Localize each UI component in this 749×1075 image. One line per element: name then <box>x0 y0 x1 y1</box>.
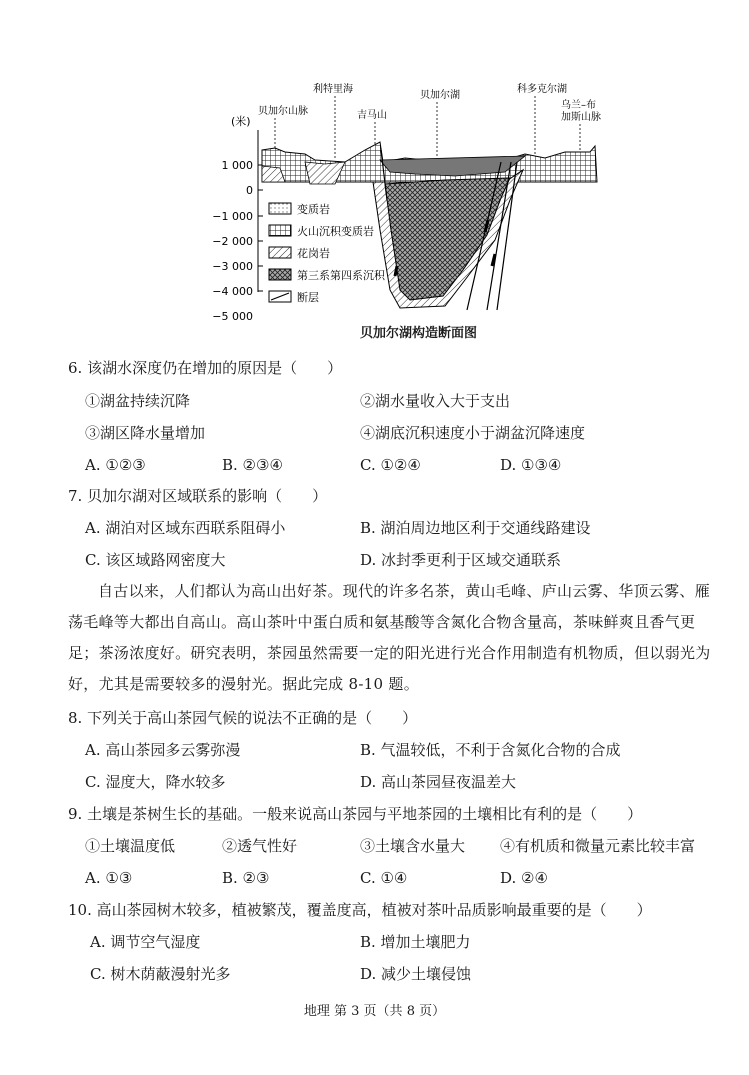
q8-choice-b: B. 气温较低，不利于含氮化合物的合成 <box>360 741 621 759</box>
legend-label: 火山沉积变质岩 <box>297 225 374 238</box>
y-tick-label: 1 000 <box>221 159 253 172</box>
q6-choice-c: C. ①②④ <box>360 456 421 474</box>
y-tick-label: −5 000 <box>212 310 253 323</box>
q7-choice-d: D. 冰封季更利于区域交通联系 <box>360 551 562 569</box>
legend-label: 断层 <box>297 291 319 304</box>
q6-choice-b: B. ②③④ <box>222 456 283 474</box>
reading-passage: 自古以来，人们都认为高山出好茶。现代的许多名茶，黄山毛峰、庐山云雾、华顶云雾、雁荡毛峰等大都出自高山。高山茶叶中蛋白质和氨基酸等含氮化合物含量高，茶味鲜爽且香气更足；茶汤浓度好。研究表明，茶园虽然需要一定的阳光进行光合作用制造有机物质，但以弱光为好，尤其是需要较多的漫射光。据此完成 8-10 题。 <box>68 582 711 693</box>
q7-choice-c: C. 该区域路网密度大 <box>85 551 226 569</box>
q8-choice-a: A. 高山茶园多云雾弥漫 <box>85 741 241 759</box>
question-8-stem: 8. 下列关于高山茶园气候的说法不正确的是（ ） <box>68 709 418 727</box>
q6-statement: ②湖水量收入大于支出 <box>360 392 511 410</box>
q10-choice-a: A. 调节空气湿度 <box>90 933 201 951</box>
place-label: 吉马山 <box>357 110 387 121</box>
y-tick-label: −4 000 <box>212 285 253 298</box>
q9-choice-d: D. ②④ <box>500 869 548 887</box>
q6-statement: ④湖底沉积速度小于湖盆沉降速度 <box>360 424 586 442</box>
place-label: 贝加尔湖 <box>420 90 460 101</box>
cross-section-figure <box>205 70 615 346</box>
place-label: 科多克尔湖 <box>517 84 567 95</box>
q10-choice-b: B. 增加土壤肥力 <box>360 933 471 951</box>
q9-choice-c: C. ①④ <box>360 869 408 887</box>
legend-label: 第三系第四系沉积 <box>297 269 385 282</box>
place-label: 乌兰–布 <box>561 100 596 111</box>
place-label: 利特里海 <box>313 84 353 95</box>
q10-choice-d: D. 减少土壤侵蚀 <box>360 965 472 983</box>
q6-choice-d: D. ①③④ <box>500 456 562 474</box>
legend-label: 变质岩 <box>297 203 330 216</box>
y-tick-label: −2 000 <box>212 235 253 248</box>
legend-swatch-metamorphic <box>269 203 291 214</box>
question-9-stem: 9. 土壤是茶树生长的基础。一般来说高山茶园与平地茶园的土壤相比有利的是（ ） <box>68 805 643 823</box>
q8-choice-c: C. 湿度大，降水较多 <box>85 773 226 791</box>
y-tick-label: −1 000 <box>212 210 253 223</box>
legend-label: 花岗岩 <box>297 247 330 260</box>
q7-choice-a: A. 湖泊对区域东西联系阻碍小 <box>85 519 286 537</box>
figure-caption: 贝加尔湖构造断面图 <box>360 326 478 341</box>
place-label: 贝加尔山脉 <box>258 106 308 117</box>
y-tick-label: 0 <box>246 184 253 197</box>
q9-statement: ①土壤温度低 <box>85 837 176 855</box>
question-7-stem: 7. 贝加尔湖对区域联系的影响（ ） <box>68 487 328 505</box>
q6-statement: ①湖盆持续沉降 <box>85 392 191 410</box>
q6-choice-a: A. ①②③ <box>85 456 146 474</box>
q9-statement: ③土壤含水量大 <box>360 837 466 855</box>
q9-choice-b: B. ②③ <box>222 869 270 887</box>
page-footer: 地理 第 3 页（共 8 页） <box>303 1004 446 1019</box>
legend-swatch-sediment <box>269 269 291 280</box>
q9-choice-a: A. ①③ <box>85 869 133 887</box>
legend-swatch-granite <box>269 247 291 258</box>
y-tick-label: −3 000 <box>212 260 253 273</box>
question-10-stem: 10. 高山茶园树木较多，植被繁茂，覆盖度高，植被对茶叶品质影响最重要的是（ ） <box>68 901 652 919</box>
legend-swatch-volcanic <box>269 225 291 236</box>
q7-choice-b: B. 湖泊周边地区利于交通线路建设 <box>360 519 591 537</box>
cross-section-diagram <box>205 70 615 346</box>
q10-choice-c: C. 树木荫蔽漫射光多 <box>90 965 231 983</box>
q9-statement: ④有机质和微量元素比较丰富 <box>500 837 696 855</box>
q8-choice-d: D. 高山茶园昼夜温差大 <box>360 773 517 791</box>
question-6-stem: 6. 该湖水深度仍在增加的原因是（ ） <box>68 359 343 377</box>
y-unit-label: (米) <box>231 115 251 128</box>
q9-statement: ②透气性好 <box>222 837 298 855</box>
q6-statement: ③湖区降水量增加 <box>85 424 206 442</box>
place-label: 加斯山脉 <box>561 112 601 123</box>
